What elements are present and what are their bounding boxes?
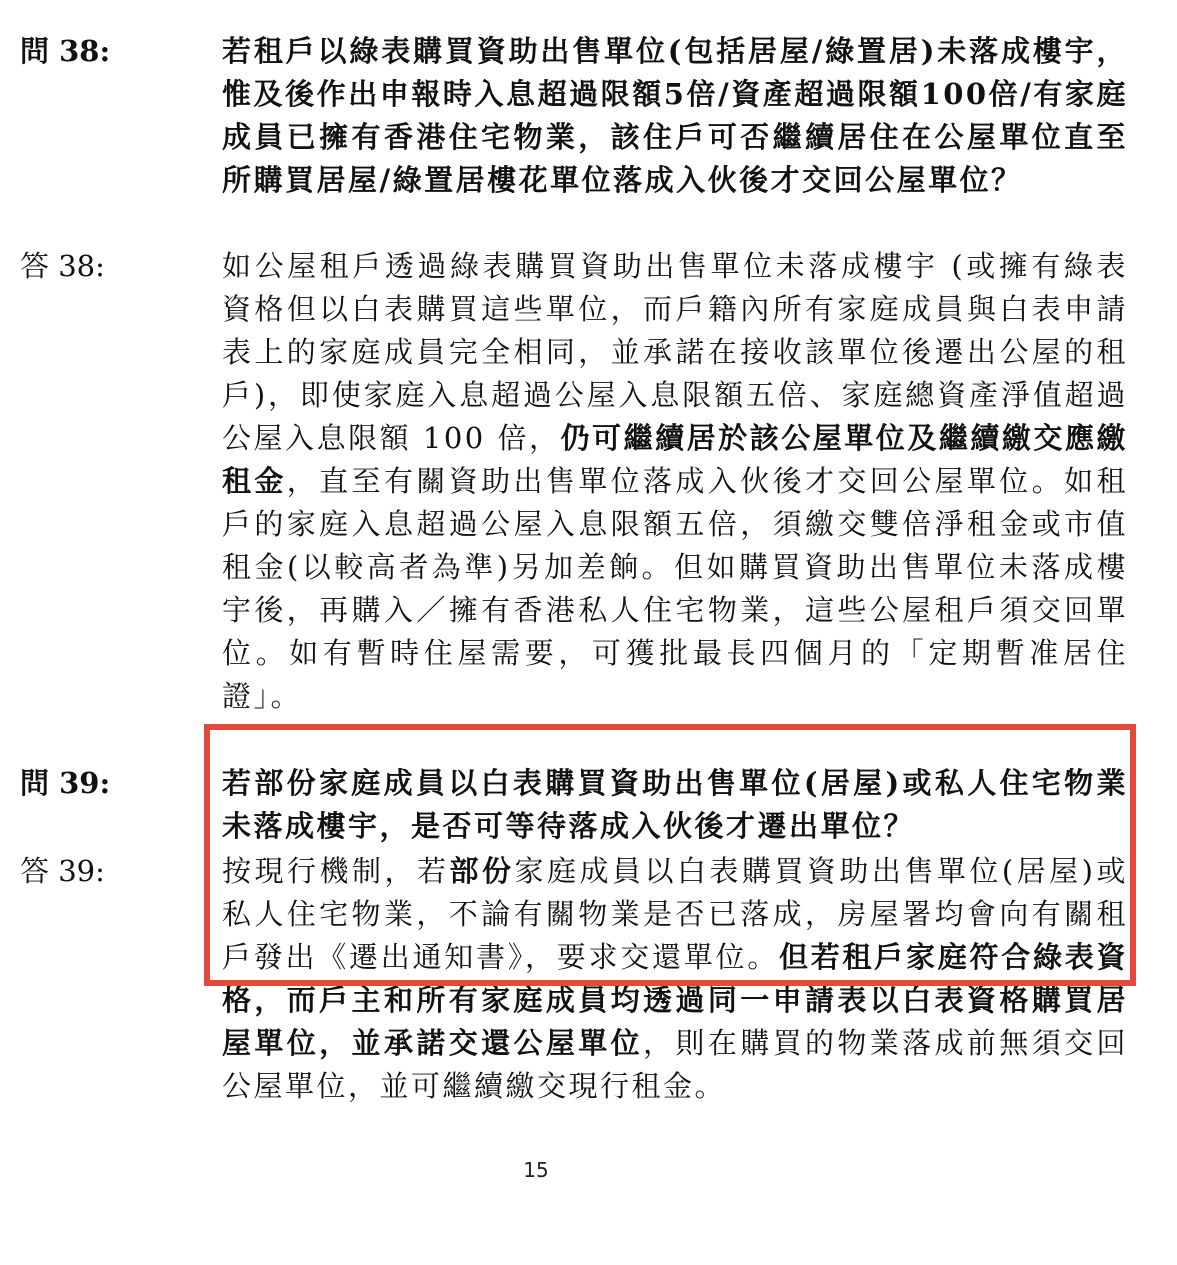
answer-39-text-part-2: 家庭成員以白表購買資助出售單位(居屋)或私人住宅物業，不論有關物業是否已落成，房屋署均會向有關租戶發出《遷出通知書》，要求交還單位。 <box>222 854 1128 974</box>
page-number: 15 <box>523 1158 549 1182</box>
answer-38-text-part-1: 如公屋租戶透過綠表購買資助出售單位未落成樓宇 (或擁有綠表資格但以白表購買這些單位，而戶籍內所有家庭成員與白表申請表上的家庭成員完全相同，並承諾在接收該單位後遷出公屋的租戶)，即使家庭入息超過公屋入息限額五倍、家庭總資產淨值超過公屋入息限額 100 倍， <box>222 249 1128 455</box>
question-38-label: 問 38: <box>20 34 111 68</box>
answer-38-label: 答 38: <box>20 249 105 283</box>
answer-39-text-part-3: ，則在購買的物業落成前無須交回公屋單位，並可繼續繳交現行租金。 <box>222 1026 1128 1103</box>
answer-39-label: 答 39: <box>20 854 105 888</box>
answer-39-text-emphasis-1: 部份 <box>449 854 515 888</box>
answer-38-text-emphasis: 仍可繼續居於該公屋單位及繼續繳交應繳租金 <box>222 421 1128 498</box>
answer-39-text-emphasis-2: 但若租戶家庭符合綠表資格，而戶主和所有家庭成員均透過同一申請表以白表資格購買居屋單位，並承諾交還公屋單位 <box>222 940 1128 1060</box>
question-38-text: 若租戶以綠表購買資助出售單位(包括居屋/綠置居)未落成樓宇，惟及後作出申報時入息超過限額5倍/資產超過限額100倍/有家庭成員已擁有香港住宅物業，該住戶可否繼續居住在公屋單位直至所購買居屋/綠置居樓花單位落成入伙後才交回公屋單位？ <box>222 34 1128 197</box>
question-39-text: 若部份家庭成員以白表購買資助出售單位(居屋)或私人住宅物業未落成樓宇，是否可等待落成入伙後才遷出單位？ <box>222 766 1128 843</box>
answer-38-text <box>222 245 1128 718</box>
question-39-label: 問 39: <box>20 766 111 800</box>
answer-38-text-part-2: ，直至有關資助出售單位落成入伙後才交回公屋單位。如租戶的家庭入息超過公屋入息限額五倍，須繳交雙倍淨租金或市值租金(以較高者為準)另加差餉。但如購買資助出售單位未落成樓宇後，再購入／擁有香港私人住宅物業，這些公屋租戶須交回單位。如有暫時住屋需要，可獲批最長四個月的「定期暫准居住證」。 <box>222 464 1128 713</box>
answer-39-text <box>222 850 1128 1108</box>
answer-39-text-part-1: 按現行機制，若 <box>222 854 450 888</box>
